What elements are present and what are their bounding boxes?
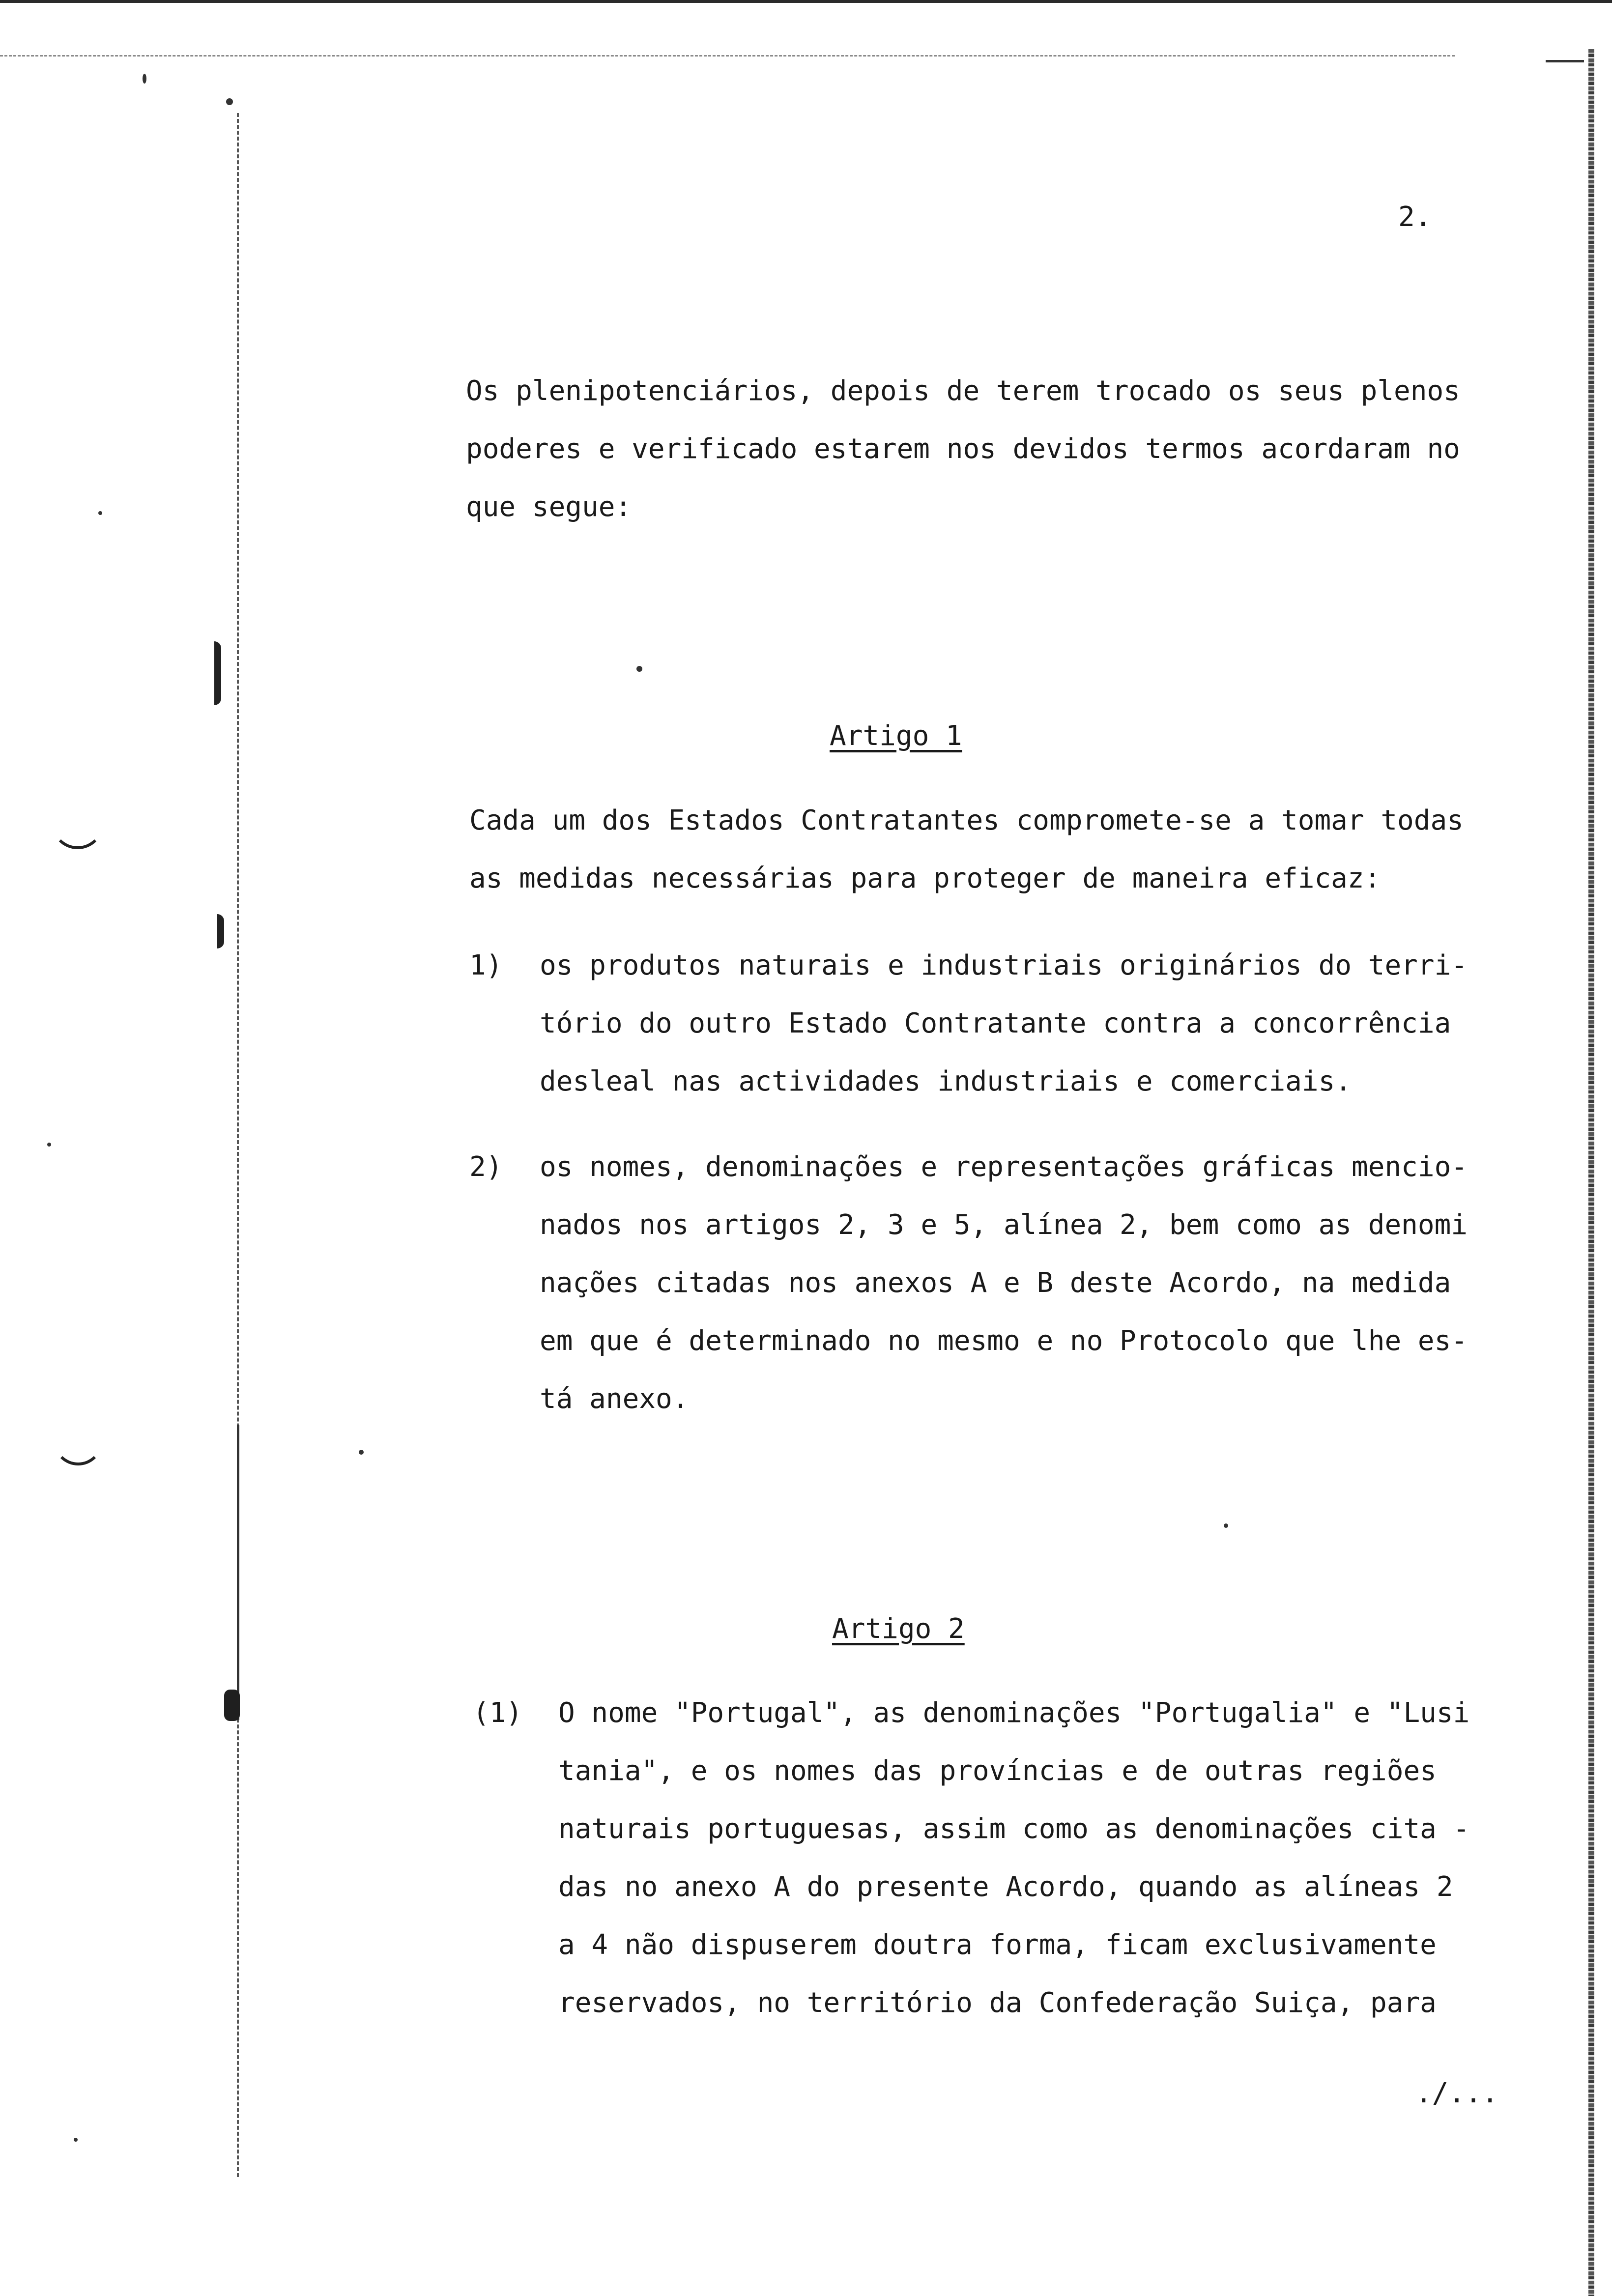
scan-top-dashed-line xyxy=(0,55,1455,57)
text-line: tá anexo. xyxy=(540,1383,689,1415)
article-1-item-1-number: 1) xyxy=(469,949,503,981)
text-line: tório do outro Estado Contratante contra a concorrência xyxy=(540,1007,1451,1039)
scan-speck xyxy=(359,1450,364,1455)
text-line: nações citadas nos anexos A e B deste Acordo, na medida xyxy=(540,1267,1451,1299)
scan-right-edge xyxy=(1588,49,1594,2296)
text-line: tania", e os nomes das províncias e de outras regiões xyxy=(558,1755,1437,1787)
article-2-heading: Artigo 2 xyxy=(832,1613,965,1645)
text-line: que segue: xyxy=(466,491,632,523)
scan-left-margin-line-solid xyxy=(237,1425,239,1720)
scan-speck xyxy=(47,1143,51,1147)
article-1-item-1-text xyxy=(540,937,1468,1111)
text-line: das no anexo A do presente Acordo, quando as alíneas 2 xyxy=(558,1871,1453,1903)
page-number: 2. xyxy=(1398,201,1432,233)
scan-speck xyxy=(1224,1523,1228,1528)
article-1-heading: Artigo 1 xyxy=(830,720,962,752)
scan-speck xyxy=(98,511,102,515)
text-line: desleal nas actividades industriais e comerciais. xyxy=(540,1065,1352,1097)
text-line: O nome "Portugal", as denominações "Portugalia" e "Lusi xyxy=(558,1697,1470,1729)
text-line: nados nos artigos 2, 3 e 5, alínea 2, bem como as denomi xyxy=(540,1209,1468,1241)
text-line: a 4 não dispuserem doutra forma, ficam exclusivamente xyxy=(558,1929,1437,1961)
text-line: Os plenipotenciários, depois de terem trocado os seus plenos xyxy=(466,375,1460,407)
article-1-item-2-number: 2) xyxy=(469,1151,503,1183)
article-2-item-1-number: (1) xyxy=(473,1697,523,1729)
scan-speck xyxy=(143,74,146,84)
scan-curve-mark xyxy=(51,796,104,849)
intro-paragraph xyxy=(466,362,1460,536)
text-line: reservados, no território da Confederação Suiça, para xyxy=(558,1987,1437,2019)
scan-top-right-mark xyxy=(1546,60,1584,62)
text-line: naturais portuguesas, assim como as denominações cita - xyxy=(558,1813,1470,1845)
text-line: poderes e verificado estarem nos devidos termos acordaram no xyxy=(466,433,1460,465)
scan-left-margin-line xyxy=(237,113,239,2177)
scan-top-edge xyxy=(0,0,1612,3)
article-1-intro xyxy=(469,792,1464,908)
scan-clip-mark xyxy=(224,1690,240,1721)
scan-curve-mark xyxy=(53,1410,103,1465)
article-1-item-2-text xyxy=(540,1138,1468,1428)
text-line: em que é determinado no mesmo e no Protocolo que lhe es- xyxy=(540,1325,1468,1357)
continuation-marker: ./... xyxy=(1415,2077,1498,2109)
scan-punch-mark xyxy=(217,914,224,948)
text-line: os nomes, denominações e representações gráficas mencio- xyxy=(540,1151,1468,1183)
text-line: os produtos naturais e industriais originários do terri- xyxy=(540,949,1468,981)
scan-speck xyxy=(226,98,233,105)
scan-speck xyxy=(636,666,642,672)
text-line: Cada um dos Estados Contratantes compromete-se a tomar todas xyxy=(469,804,1464,836)
scan-speck xyxy=(74,2138,78,2142)
text-line: as medidas necessárias para proteger de maneira eficaz: xyxy=(469,862,1381,894)
scan-punch-mark xyxy=(214,641,221,705)
article-2-item-1-text xyxy=(558,1684,1469,2032)
